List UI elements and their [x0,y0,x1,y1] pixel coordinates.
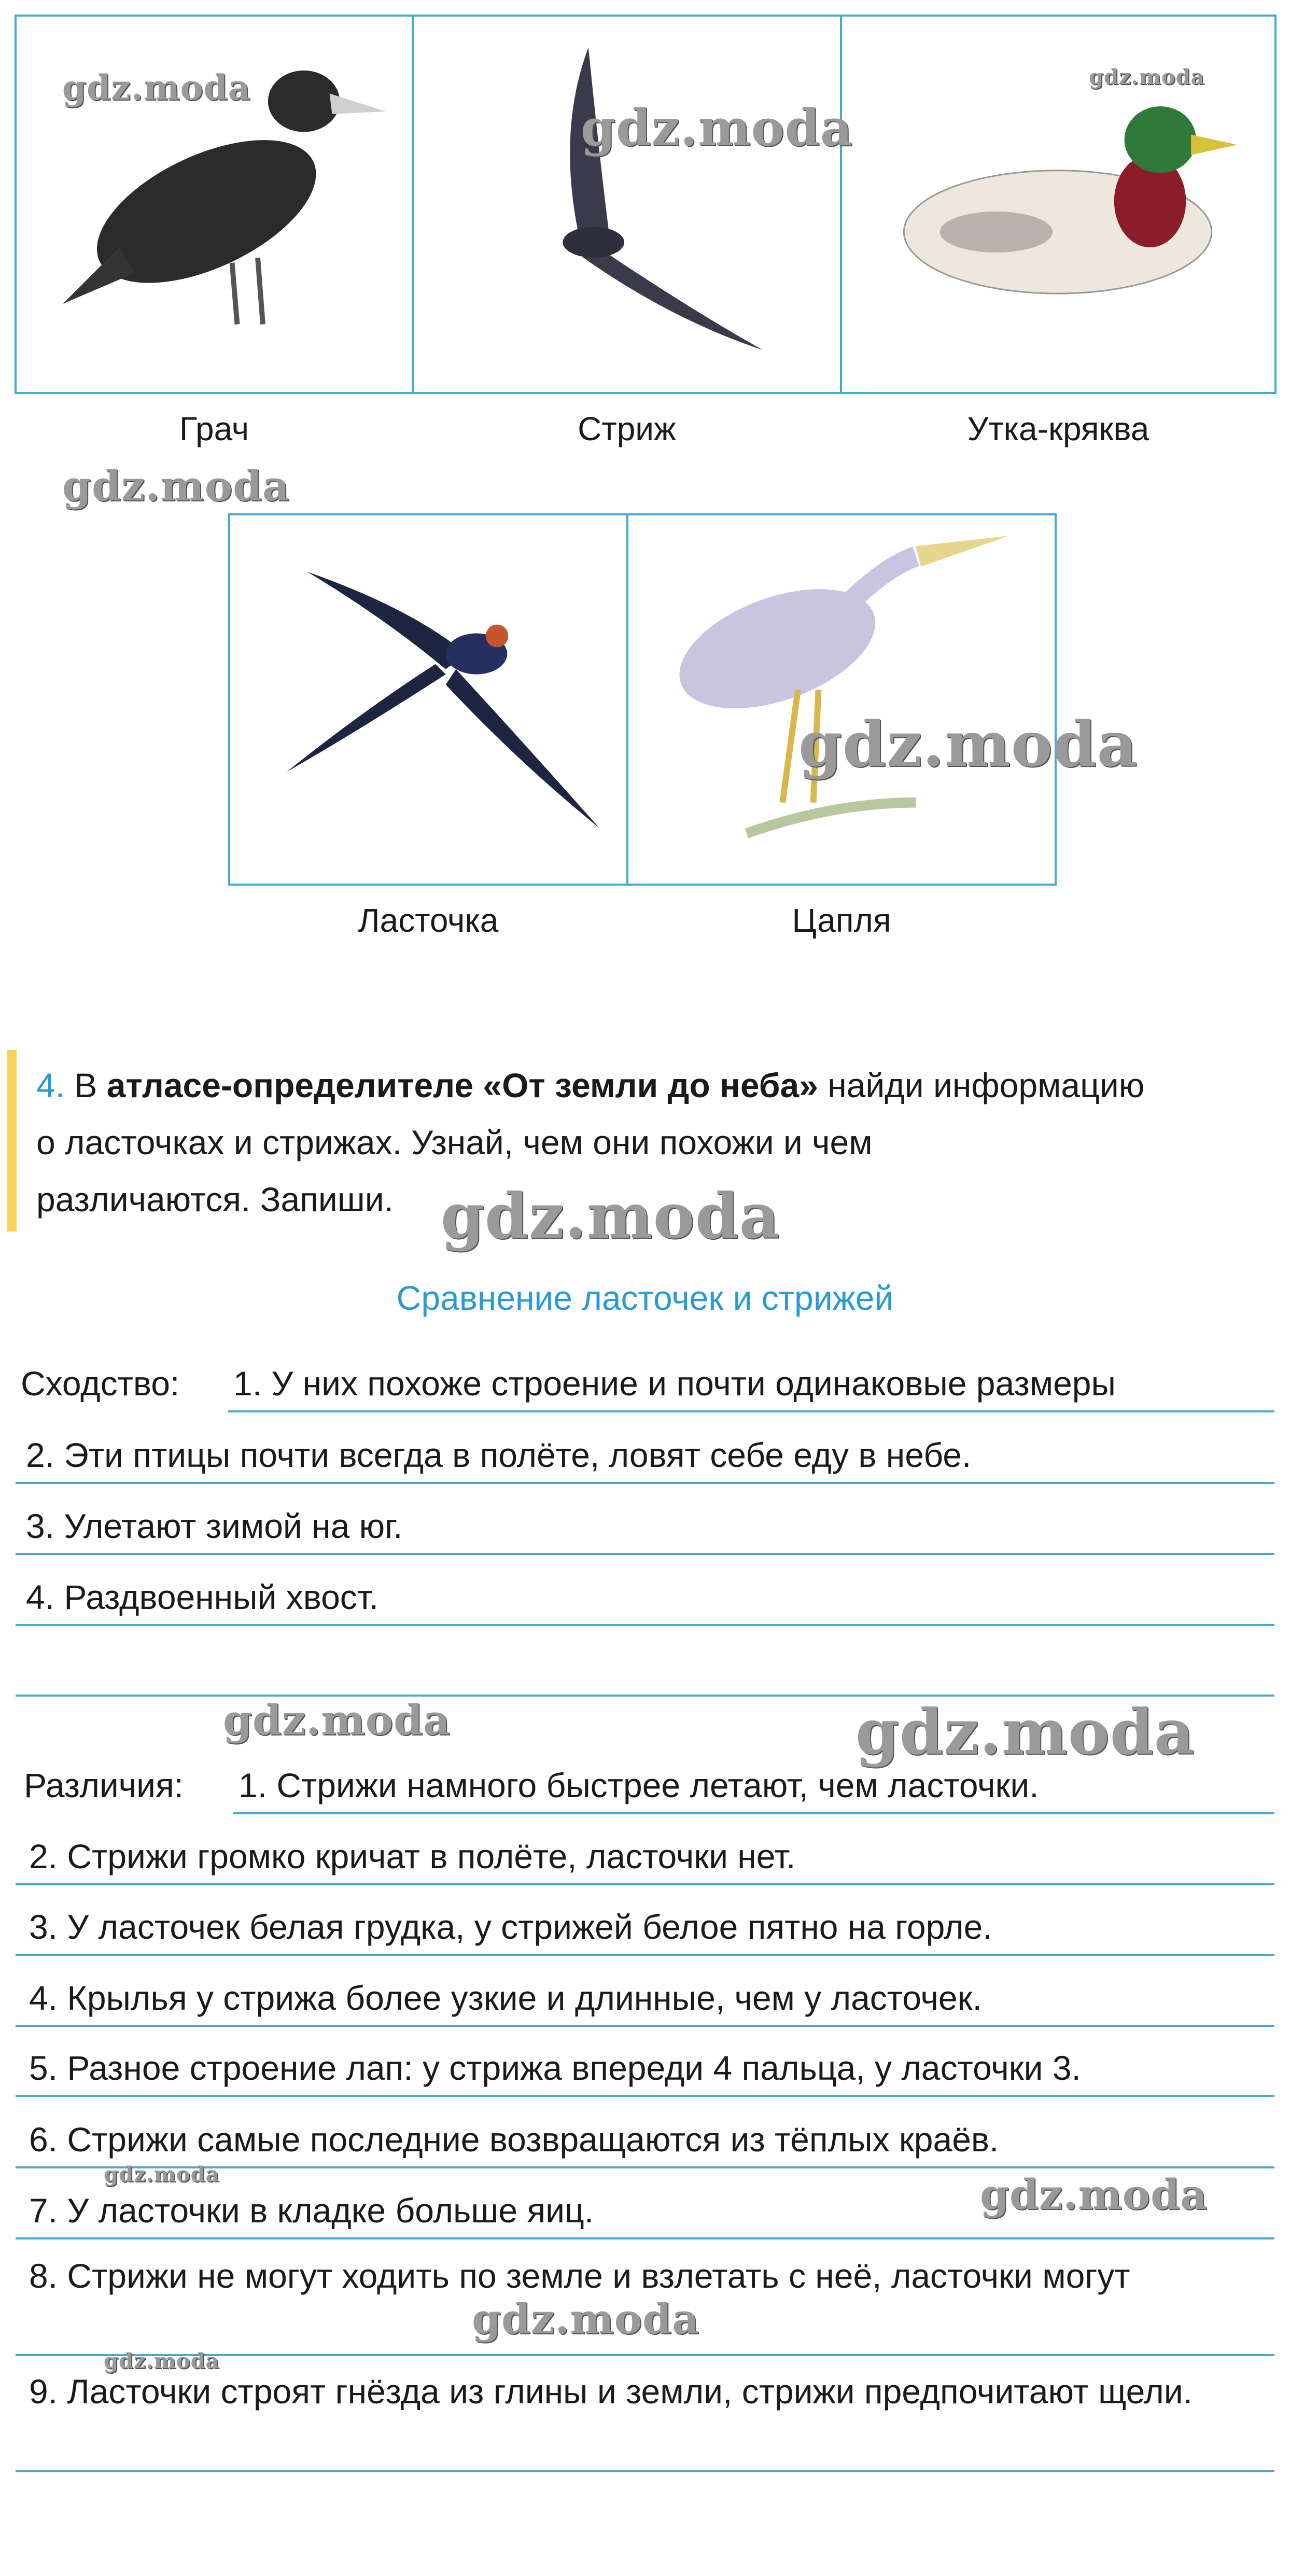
answer-line [16,1553,1274,1555]
bird-label-mallard: Утка-кряква [967,410,1149,447]
differences-label: Различия: [24,1766,184,1804]
watermark: gdz.moda [441,1180,780,1253]
answer-line [16,2025,1274,2027]
difference-item-7: 7. У ласточки в кладке больше яиц. [29,2191,594,2230]
bird-card-mallard [840,15,1277,394]
similarity-item-1: 1. У них похоже строение и почти одинаковые размеры [233,1364,1116,1403]
answer-line [16,2470,1274,2472]
difference-item-2: 2. Стрижи громко кричат в полёте, ласточки нет. [29,1837,796,1875]
watermark: gdz.moda [104,2162,220,2187]
swallow-icon [230,515,626,884]
answer-line [233,1812,1274,1814]
watermark: gdz.moda [472,2294,699,2343]
bird-card-swift [412,15,842,394]
difference-item-6: 6. Стрижи самые последние возвращаются из тёплых краёв. [29,2120,999,2159]
similarity-label: Сходство: [21,1364,180,1403]
comparison-title: Сравнение ласточек и стрижей [396,1279,894,1317]
bird-label-rook: Грач [179,410,249,447]
answer-line [16,1624,1274,1626]
swift-icon [414,17,840,392]
watermark: gdz.moda [1089,65,1205,89]
atlas-name: атласе-определителе «От земли до неба» [106,1066,818,1104]
difference-item-9: 9. Ласточки строят гнёзда из глины и земли, стрижи предпочитают щели. [29,2372,1193,2411]
answer-line [16,1954,1274,1956]
bird-label-heron: Цапля [792,902,891,939]
answer-line [16,1482,1274,1484]
answer-line [228,1410,1274,1412]
task-line-2: о ласточках и стрижах. Узнай, чем они похожи и чем [36,1123,873,1161]
answer-line [16,2095,1274,2097]
mallard-icon [842,17,1274,392]
watermark: gdz.moda [798,708,1138,781]
watermark: gdz.moda [856,1696,1195,1769]
difference-item-4: 4. Крылья у стрижа более узкие и длинные, чем у ласточек. [29,1979,982,2017]
task-number: 4. [36,1066,65,1104]
bird-card-swallow [228,513,628,886]
watermark: gdz.moda [581,99,853,157]
watermark: gdz.moda [223,1696,451,1744]
heron-icon [628,515,1055,884]
watermark: gdz.moda [104,2349,220,2373]
bird-label-swift: Стриж [578,410,676,447]
task-marker [7,1050,17,1231]
watermark: gdz.moda [980,2170,1208,2219]
difference-item-8: 8. Стрижи не могут ходить по земле и взлетать с неё, ласточки могут [29,2257,1130,2295]
bird-label-swallow: Ласточка [358,902,499,939]
similarity-item-4: 4. Раздвоенный хвост. [26,1578,379,1616]
task-line-1: 4. В атласе-определителе «От земли до неба» найди информацию [36,1066,1145,1104]
bird-card-heron [626,513,1057,886]
answer-line [16,1883,1274,1885]
difference-item-3: 3. У ласточек белая грудка, у стрижей белое пятно на горле. [29,1908,992,1946]
watermark: gdz.moda [62,67,251,108]
answer-line [16,2237,1274,2239]
difference-item-5: 5. Разное строение лап: у стрижа впереди 4 пальца, у ласточки 3. [29,2049,1081,2087]
task-line-3: различаются. Запиши. [36,1180,394,1219]
watermark: gdz.moda [62,461,290,510]
similarity-item-2: 2. Эти птицы почти всегда в полёте, ловят себе еду в небе. [26,1436,972,1474]
difference-item-1: 1. Стрижи намного быстрее летают, чем ласточки. [239,1766,1039,1804]
similarity-item-3: 3. Улетают зимой на юг. [26,1507,403,1545]
